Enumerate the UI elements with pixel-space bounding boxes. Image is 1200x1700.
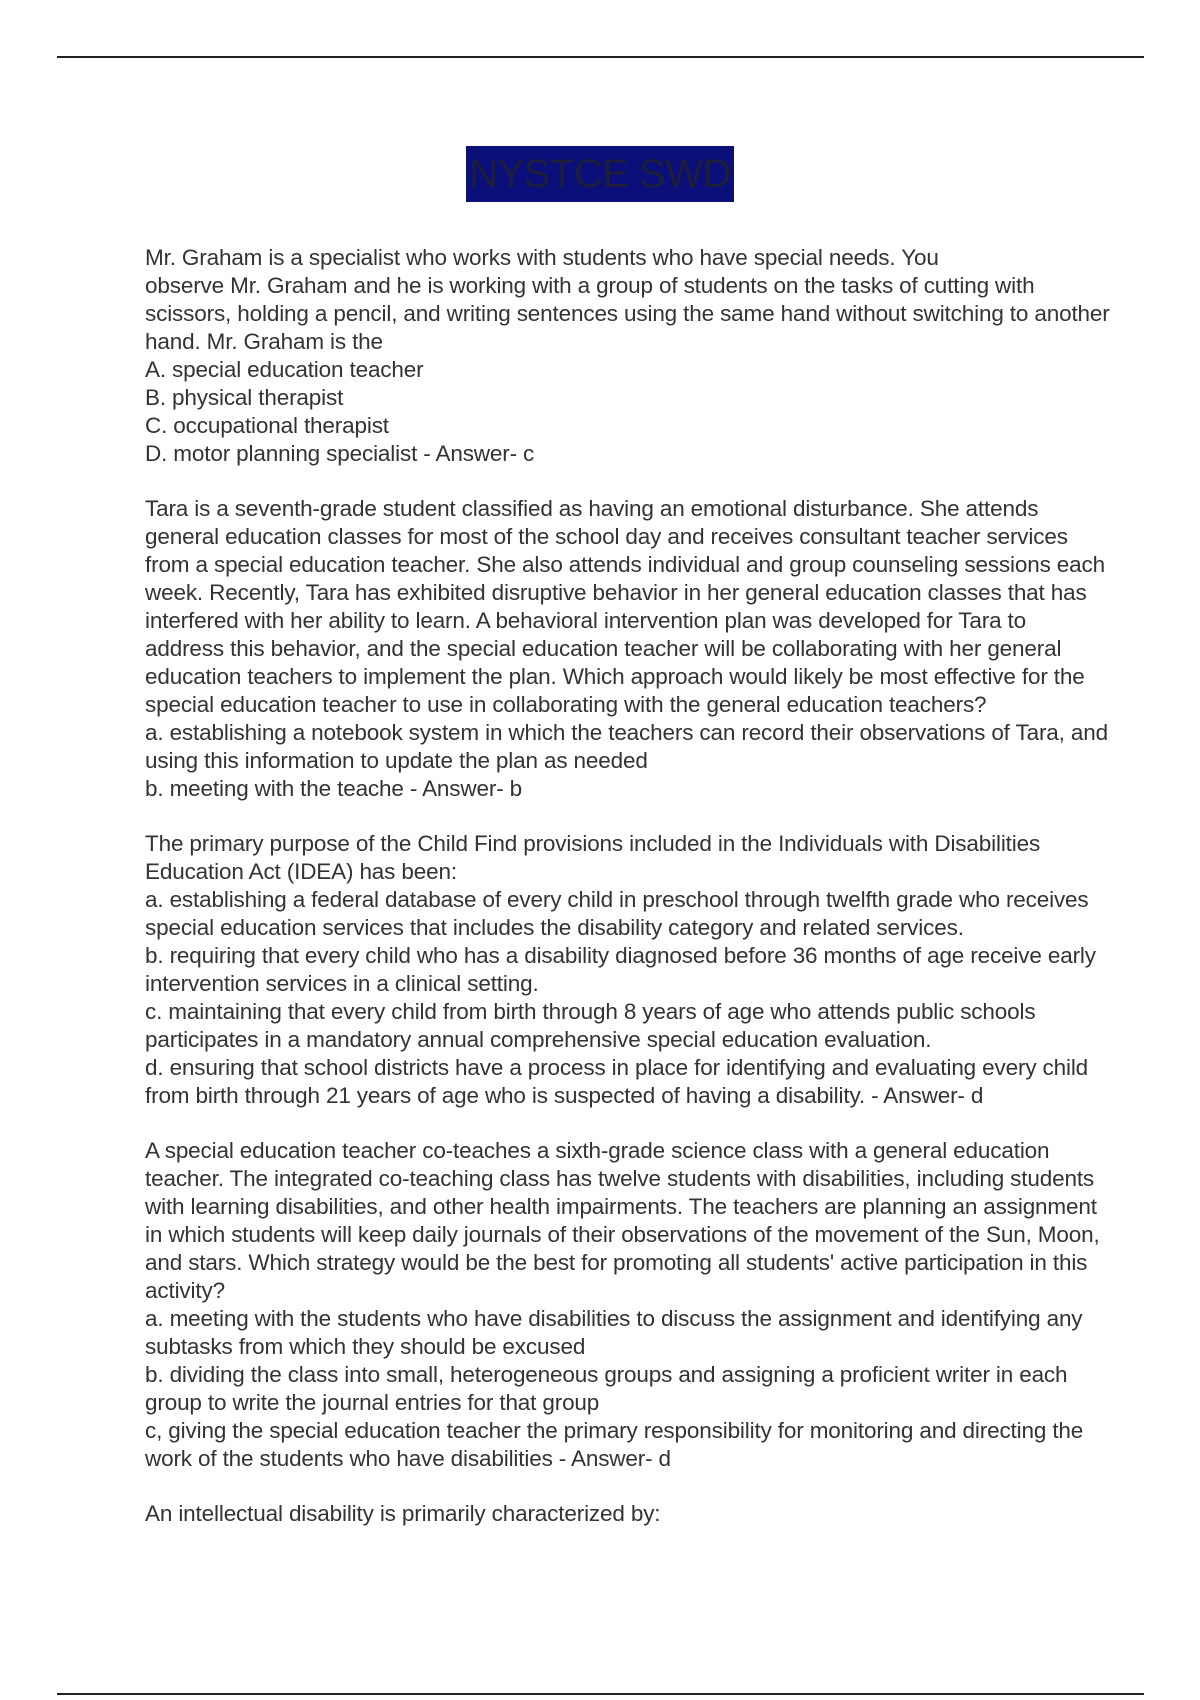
text-line: An intellectual disability is primarily characterized by:	[145, 1501, 661, 1526]
text-line: observe Mr. Graham and he is working with a group of students on the tasks of cutting with	[145, 273, 1035, 298]
answer-option: a. establishing a notebook system in which the teachers can record their observations of Tara, and	[145, 720, 1108, 745]
text-line: education teachers to implement the plan. Which approach would likely be most effective for the	[145, 664, 1085, 689]
text-line: interfered with her ability to learn. A behavioral intervention plan was developed for Tara to	[145, 608, 1027, 633]
title-container	[0, 146, 1200, 202]
question-block-1	[145, 244, 1200, 468]
question-block-4	[145, 1137, 1200, 1473]
text-line: special education teacher to use in collaborating with the general education teachers?	[145, 692, 987, 717]
document-body	[145, 244, 1200, 1555]
answer-option: A. special education teacher	[145, 357, 424, 382]
answer-option: a. establishing a federal database of every child in preschool through twelfth grade who receives	[145, 887, 1089, 912]
answer-option: d. ensuring that school districts have a process in place for identifying and evaluating every child	[145, 1055, 1089, 1080]
answer-option: a. meeting with the students who have disabilities to discuss the assignment and identifying any	[145, 1306, 1083, 1331]
text-line: scissors, holding a pencil, and writing sentences using the same hand without switching to another	[145, 301, 1110, 326]
answer-option: c, giving the special education teacher the primary responsibility for monitoring and directing the	[145, 1418, 1084, 1443]
text-line: A special education teacher co-teaches a sixth-grade science class with a general education	[145, 1138, 1050, 1163]
answer-option: from birth through 21 years of age who is suspected of having a disability. - Answer- d	[145, 1083, 984, 1108]
text-line: hand. Mr. Graham is the	[145, 329, 383, 354]
top-divider	[57, 56, 1144, 58]
text-line: general education classes for most of the school day and receives consultant teacher services	[145, 524, 1068, 549]
answer-option: b. meeting with the teache - Answer- b	[145, 776, 522, 801]
answer-option: special education services that includes the disability category and related services.	[145, 915, 964, 940]
answer-option: participates in a mandatory annual comprehensive special education evaluation.	[145, 1027, 932, 1052]
answer-option: B. physical therapist	[145, 385, 344, 410]
text-line: Tara is a seventh-grade student classified as having an emotional disturbance. She attends	[145, 496, 1039, 521]
text-line: week. Recently, Tara has exhibited disruptive behavior in her general education classes that has	[145, 580, 1087, 605]
text-line: teacher. The integrated co-teaching class has twelve students with disabilities, including students	[145, 1166, 1095, 1191]
bottom-divider	[57, 1693, 1144, 1695]
text-line: in which students will keep daily journals of their observations of the movement of the Sun, Moon,	[145, 1222, 1100, 1247]
question-block-5	[145, 1500, 1200, 1528]
question-block-3	[145, 830, 1200, 1110]
text-line: with learning disabilities, and other health impairments. The teachers are planning an assignment	[145, 1194, 1097, 1219]
answer-option: work of the students who have disabilities - Answer- d	[145, 1446, 671, 1471]
text-line: and stars. Which strategy would be the best for promoting all students' active participation in this	[145, 1250, 1088, 1275]
text-line: address this behavior, and the special education teacher will be collaborating with her general	[145, 636, 1062, 661]
answer-option: subtasks from which they should be excused	[145, 1334, 586, 1359]
document-title: NYSTCE SWD	[466, 146, 734, 202]
text-line: activity?	[145, 1278, 225, 1303]
text-line: Mr. Graham is a specialist who works with students who have special needs. You	[145, 245, 939, 270]
text-line: The primary purpose of the Child Find provisions included in the Individuals with Disabilities	[145, 831, 1041, 856]
question-block-2	[145, 495, 1200, 803]
answer-option: C. occupational therapist	[145, 413, 389, 438]
answer-option: D. motor planning specialist - Answer- c	[145, 441, 535, 466]
answer-option: group to write the journal entries for that group	[145, 1390, 600, 1415]
answer-option: using this information to update the plan as needed	[145, 748, 648, 773]
answer-option: b. dividing the class into small, heterogeneous groups and assigning a proficient writer in each	[145, 1362, 1068, 1387]
text-line: from a special education teacher. She also attends individual and group counseling sessions each	[145, 552, 1105, 577]
answer-option: intervention services in a clinical setting.	[145, 971, 539, 996]
text-line: Education Act (IDEA) has been:	[145, 859, 457, 884]
answer-option: b. requiring that every child who has a disability diagnosed before 36 months of age receive early	[145, 943, 1096, 968]
answer-option: c. maintaining that every child from birth through 8 years of age who attends public schools	[145, 999, 1036, 1024]
